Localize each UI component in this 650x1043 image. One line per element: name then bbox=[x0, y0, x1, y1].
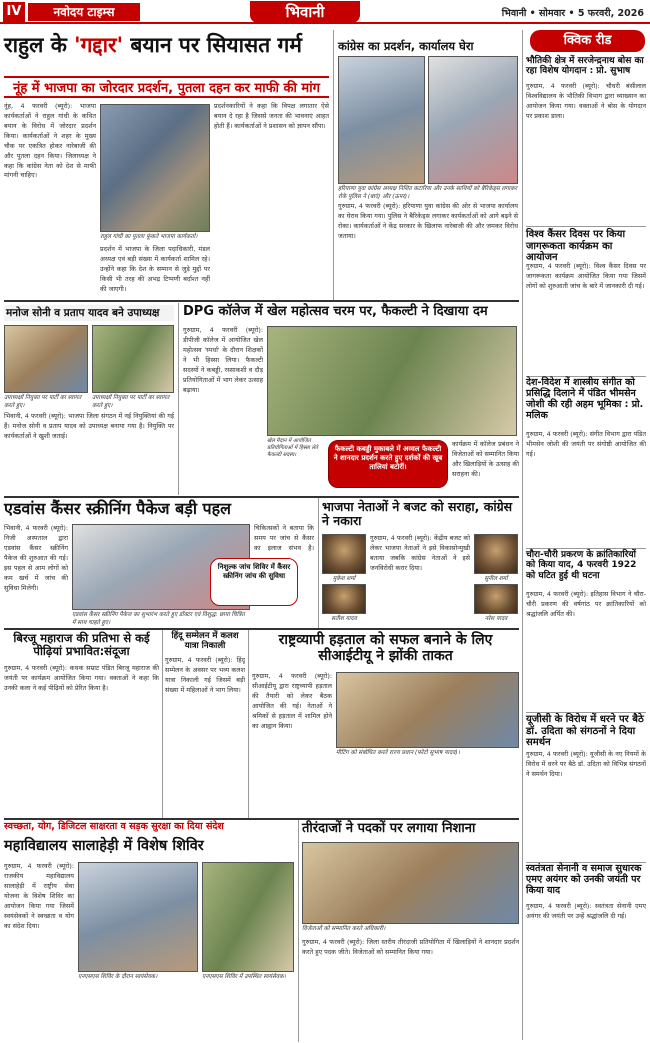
masthead-bar bbox=[0, 0, 650, 24]
congress-photo-left bbox=[338, 56, 425, 184]
lead-caption: राहुल गांधी का पुतला फूंकते भाजपा कार्यकर्ता। bbox=[100, 234, 198, 240]
quick-read-h5: यूजीसी के विरोध में धरने पर बैठे डॉ. उदिता को संगठनों ने दिया समर्थन bbox=[526, 714, 644, 748]
archery-caption: विजेताओं को सम्मानित करते अधिकारी। bbox=[302, 926, 386, 932]
section-title: भिवानी bbox=[250, 1, 360, 23]
quick-read-b5: गुरुग्राम, 4 फरवरी (ब्यूरो): यूजीसी के नए नियमों के विरोध में धरने पर बैठे डॉ. उदिता को विभिन्न संगठनों ने समर्थन दिया। bbox=[526, 750, 646, 778]
quick-read-b1: गुरुग्राम, 4 फरवरी (ब्यूरो): चौधरी बंसीलाल विश्वविद्यालय के भौतिकी विभाग द्वारा व्याख्यान का आयोजन किया गया। वक्ताओं ने बोस के योगदान पर प्रकाश डाला। bbox=[526, 82, 646, 120]
lead-body-col1: नूंह, 4 फरवरी (ब्यूरो): भाजपा कार्यकर्ताओं ने राहुल गांधी के कथित बयान के विरोध में जोरदार प्रदर्शन किया। कार्यकर्ताओं ने शहर के मुख्य चौक पर एकत्रित होकर नारेबाजी की और पुतला दहन किया। जिलाध्यक्ष ने कहा कि कांग्रेस नेता को देश से माफी मांगनी चाहिए। bbox=[4, 102, 96, 180]
dpg-photo bbox=[267, 326, 517, 436]
quick-read-h1: भौतिकी क्षेत्र में सरजेन्द्रनाथ बोस का रहा विशेष योगदान : प्रो. सुभाष bbox=[526, 56, 644, 77]
archery-body: गुरुग्राम, 4 फरवरी (ब्यूरो): जिला स्तरीय तीरंदाजी प्रतियोगिता में खिलाड़ियों ने शानदार प्रदर्शन करते हुए पदक जीते। विजेताओं को सम्मानित किया गया। bbox=[302, 938, 519, 956]
congress-body: गुरुग्राम, 4 फरवरी (ब्यूरो): हरियाणा युवा कांग्रेस की ओर से भाजपा कार्यालय का घेराव किया गया। पुलिस ने बैरिकेड्स लगाकर कार्यकर्ताओं को आगे बढ़ने से रोका। कार्यकर्ताओं ने केंद्र सरकार के खिलाफ नारेबाजी की और जमकर विरोध जताया। bbox=[338, 202, 518, 240]
camp-photo-1 bbox=[78, 862, 198, 972]
birju-headline: बिरजू महाराज की प्रतिभा से कई पीढ़ियां प्रभावित:संदूजा bbox=[13, 631, 150, 659]
quick-read-h3: देश-विदेश में शास्त्रीय संगीत को प्रसिद्धि दिलाने में पंडित भीमसेन जोशी की रही अहम भूमिका : प्रो. मलिक bbox=[526, 377, 644, 421]
archery-photo bbox=[302, 842, 519, 924]
camp-headline-top: स्वच्छता, योग, डिजिटल साक्षरता व सड़क सुरक्षा का दिया संदेश bbox=[4, 821, 224, 832]
budget-body: गुरुग्राम, 4 फरवरी (ब्यूरो): केंद्रीय बजट को लेकर भाजपा नेताओं ने इसे विकासोन्मुखी बताया जबकि कांग्रेस नेताओं ने इसे जनविरोधी करार दिया। bbox=[370, 534, 470, 572]
strike-photo bbox=[336, 672, 519, 748]
camp-caption-2: एनएसएस शिविर में उपस्थित स्वयंसेवक। bbox=[202, 974, 286, 980]
strike-caption: मीटिंग को संबोधित करते राज्य प्रधान (फोटो सुभाष यादव)। bbox=[336, 750, 460, 756]
lead-subhead: नूंह में भाजपा का जोरदार प्रदर्शन, पुतला दहन कर माफी की मांग bbox=[4, 76, 329, 98]
quick-read-title: क्विक रीड bbox=[530, 30, 645, 52]
budget-person-2-photo bbox=[474, 534, 518, 574]
camp-photo-2 bbox=[202, 862, 294, 972]
dpg-body: गुरुग्राम, 4 फरवरी (ब्यूरो): डीपीजी कॉलेज में आयोजित खेल महोत्सव 'स्पर्धा' के दौरान शिक्षकों ने भी हिस्सा लिया। फैकल्टी सदस्यों ने कबड्डी, रस्साकशी व दौड़ प्रतियोगिताओं में भाग लेकर उत्साह बढ़ाया। bbox=[183, 326, 263, 394]
lead-body-col2: प्रदर्शन में भाजपा के जिला पदाधिकारी, मंडल अध्यक्ष एवं बड़ी संख्या में कार्यकर्ता शामिल रहे। उन्होंने कहा कि देश के सम्मान से जुड़े मुद्दों पर किसी भी तरह की अभद्र टिप्पणी बर्दाश्त नहीं की जाएगी। bbox=[100, 245, 210, 293]
cancer-body-2: चिकित्सकों ने बताया कि समय पर जांच से कैंसर का इलाज संभव है। bbox=[254, 524, 314, 552]
quick-read-b6: गुरुग्राम, 4 फरवरी (ब्यूरो): स्वतंत्रता सेनानी एमए अयंगर की जयंती पर उन्हें श्रद्धांजलि दी गई। bbox=[526, 902, 646, 920]
budget-person-4-photo bbox=[474, 584, 518, 614]
budget-person-4: नरेश यादव bbox=[484, 616, 508, 622]
cancer-headline: एडवांस कैंसर स्क्रीनिंग पैकेज बड़ी पहल bbox=[4, 499, 231, 518]
budget-person-1-photo bbox=[322, 534, 366, 574]
lead-body-col3: प्रदर्शनकारियों ने कहा कि विपक्ष लगातार ऐसे बयान दे रहा है जिससे जनता की भावनाएं आहत होती हैं। कार्यकर्ताओं ने प्रशासन को ज्ञापन सौंपा। bbox=[214, 102, 329, 130]
quick-read-h2: विश्व कैंसर दिवस पर किया जागरूकता कार्यक्रम का आयोजन bbox=[526, 229, 626, 263]
dpg-quote: फैकल्टी कबड्डी मुकाबले में अव्वल फैकल्टी ने शानदार प्रदर्शन करते हुए दर्शकों की खूब तालियां बटोरीं। bbox=[328, 440, 448, 488]
hindu-headline: हिंदू सम्मेलन में कलश यात्रा निकाली bbox=[171, 631, 239, 651]
strike-body: गुरुग्राम, 4 फरवरी (ब्यूरो): सीआईटीयू द्वारा राष्ट्रव्यापी हड़ताल की तैयारी को लेकर बैठक आयोजित की गई। नेताओं ने श्रमिकों से हड़ताल में शामिल होने का आह्वान किया। bbox=[252, 672, 332, 730]
dpg-caption: खेल मैदान में आयोजित प्रतियोगिताओं में हिस्सा लेते फैकल्टी सदस्य। bbox=[267, 438, 319, 458]
manoj-caption-1: उपाध्यक्षों नियुक्त पर पार्टी का स्वागत करते हुए। bbox=[4, 395, 82, 409]
quick-read-b4: गुरुग्राम, 4 फरवरी (ब्यूरो): इतिहास विभाग ने चौरा-चौरी प्रकरण की वर्षगांठ पर क्रांतिकारियों को श्रद्धांजलि अर्पित की। bbox=[526, 590, 646, 618]
manoj-photo-1 bbox=[4, 325, 88, 393]
congress-headline: कांग्रेस का प्रदर्शन, कार्यालय घेरा bbox=[338, 39, 474, 53]
budget-person-1: मुकेश शर्मा bbox=[332, 576, 356, 582]
quick-read-h6: स्वतंत्रता सेनानी व समाज सुधारक एमए अयंगर को उनकी जयंती पर किया याद bbox=[526, 863, 642, 896]
hindu-body: गुरुग्राम, 4 फरवरी (ब्यूरो): हिंदू सम्मेलन के अवसर पर भव्य कलश यात्रा निकाली गई जिसमें बड़ी संख्या में महिलाओं ने भाग लिया। bbox=[165, 656, 245, 694]
budget-person-2: सुनील शर्मा bbox=[484, 576, 508, 582]
quick-read-b2: गुरुग्राम, 4 फरवरी (ब्यूरो): विश्व कैंसर दिवस पर जागरूकता कार्यक्रम आयोजित किया गया जिसमें लोगों को शुरुआती जांच के बारे में जानकारी दी गई। bbox=[526, 262, 646, 290]
manoj-body: भिवानी, 4 फरवरी (ब्यूरो): भाजपा जिला संगठन में नई नियुक्तियां की गई हैं। मनोज सोनी व प्रताप यादव को उपाध्यक्ष बनाया गया है। नियुक्ति पर कार्यकर्ताओं ने खुशी जताई। bbox=[4, 412, 174, 440]
cancer-body: भिवानी, 4 फरवरी (ब्यूरो): निजी अस्पताल द्वारा एडवांस कैंसर स्क्रीनिंग पैकेज की शुरुआत की गई। इस पहल से आम लोगों को कम खर्च में जांच की सुविधा मिलेगी। bbox=[4, 524, 68, 592]
camp-headline-main: महाविद्यालय सालाहेड़ी में विशेष शिविर bbox=[4, 838, 204, 854]
manoj-photo-2 bbox=[92, 325, 174, 393]
budget-headline: भाजपा नेताओं ने बजट को सराहा, कांग्रेस ने नकारा bbox=[322, 499, 513, 529]
camp-body: गुरुग्राम, 4 फरवरी (ब्यूरो): राजकीय महाविद्यालय सालाहेड़ी में राष्ट्रीय सेवा योजना के विशेष शिविर का आयोजन किया गया जिसमें स्वयंसेवकों ने स्वच्छता व योग का संदेश दिया। bbox=[4, 862, 74, 930]
lead-photo bbox=[100, 104, 210, 232]
budget-person-3: सतीश यादव bbox=[331, 616, 357, 622]
quick-read-h4: चौरा-चौरी प्रकरण के क्रांतिकारियों को किया याद, 4 फरवरी 1922 को घटित हुई थी घटना bbox=[526, 550, 637, 581]
congress-photo-right bbox=[428, 56, 518, 184]
manoj-caption-2: उपाध्यक्षों नियुक्त पर पार्टी का स्वागत करते हुए। bbox=[92, 395, 170, 409]
cancer-quote: निशुल्क जांच शिविर में कैंसर स्क्रीनिंग जांच की सुविधा bbox=[210, 558, 298, 606]
manoj-headline: मनोज सोनी व प्रताप यादव बने उपाध्यक्ष bbox=[4, 305, 174, 321]
camp-caption-1: एनएसएस शिविर के दौरान स्वयंसेवक। bbox=[78, 974, 158, 980]
dateline: भिवानी • सोमवार • 5 फरवरी, 2026 bbox=[501, 8, 644, 19]
cancer-caption: एडवांस कैंसर स्क्रीनिंग पैकेज का शुभारंभ करते हुए डॉक्टर एवं विशुद्ध: छाया चित्रित में साथ चाहते हुए। bbox=[72, 612, 245, 626]
dpg-headline: DPG कॉलेज में खेल महोत्सव चरम पर, फैकल्टी ने दिखाया दम bbox=[183, 304, 488, 319]
page-number: IV bbox=[3, 2, 25, 22]
budget-person-3-photo bbox=[322, 584, 366, 614]
congress-caption: हरियाणा युवा कांग्रेस अध्यक्ष निशित कटारिया और उनके साथियों को बैरिकेड्स लगाकर रोके पुलिस ने (बाएं) और (ऊपर)। bbox=[338, 186, 517, 200]
strike-headline: राष्ट्रव्यापी हड़ताल को सफल बनाने के लिए सीआईटीयू ने झोंकी ताकत bbox=[278, 632, 493, 665]
dpg-body-2: कार्यक्रम में कॉलेज प्रबंधन ने विजेताओं को सम्मानित किया और खिलाड़ियों के उत्साह की सराहना की। bbox=[452, 440, 519, 478]
birju-body: गुरुग्राम, 4 फरवरी (ब्यूरो): कथक सम्राट पंडित बिरजू महाराज की जयंती पर कार्यक्रम आयोजित किया गया। वक्ताओं ने कहा कि उनकी कला ने कई पीढ़ियों को प्रेरित किया है। bbox=[4, 664, 159, 692]
archery-headline: तीरंदाजों ने पदकों पर लगाया निशाना bbox=[302, 821, 476, 836]
paper-name: नवोदय टाइम्स bbox=[28, 3, 140, 21]
lead-headline: राहुल के 'गद्दार' बयान पर सियासत गर्म bbox=[4, 33, 302, 57]
quick-read-b3: गुरुग्राम, 4 फरवरी (ब्यूरो): संगीत विभाग द्वारा पंडित भीमसेन जोशी की जयंती पर संगोष्ठी आयोजित की गई। bbox=[526, 430, 646, 458]
